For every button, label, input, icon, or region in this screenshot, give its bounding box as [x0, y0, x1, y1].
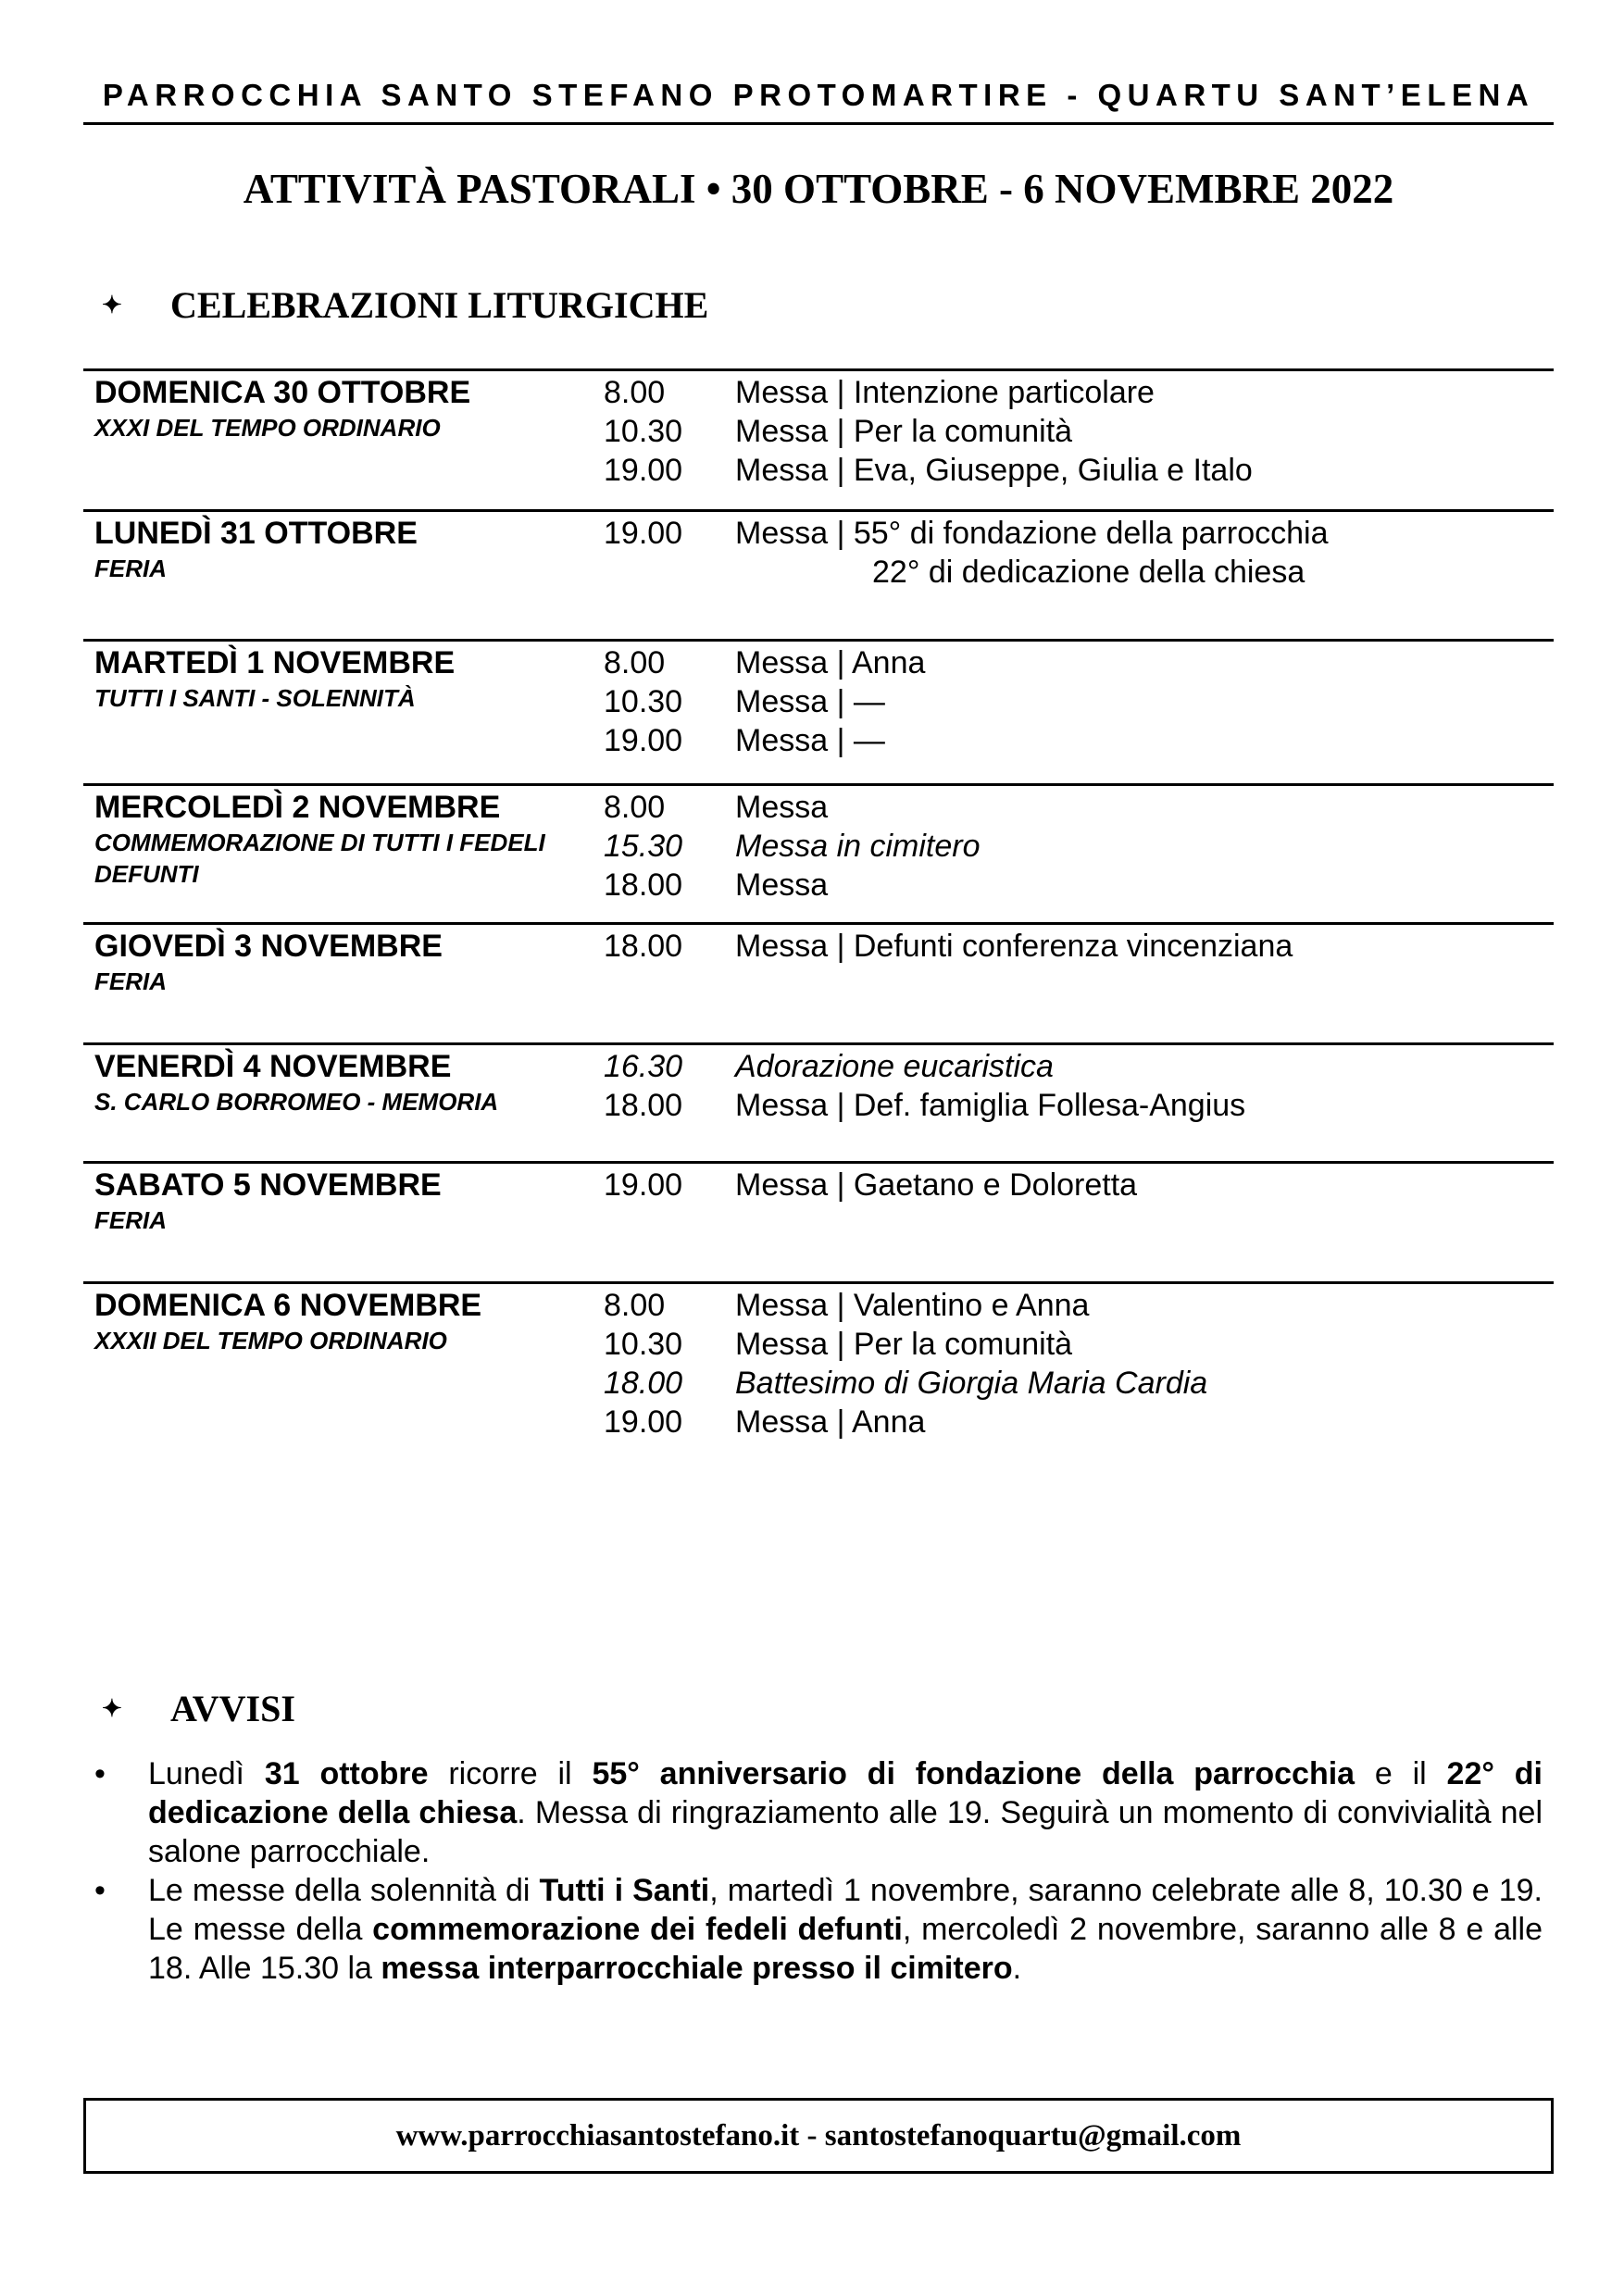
event-line — [604, 1288, 1089, 1324]
notice-emphasis: Tutti i Santi — [539, 1873, 710, 1908]
event-time: 19.00 — [604, 516, 683, 551]
event-text: Messa — [735, 790, 829, 825]
event-line — [604, 1327, 1072, 1363]
day-name: VENERDÌ 4 NOVEMBRE — [94, 1049, 452, 1084]
star-bullet-icon: ✦ — [102, 1694, 122, 1722]
event-text: Messa | Eva, Giuseppe, Giulia e Italo — [735, 453, 1253, 488]
day-name: MERCOLEDÌ 2 NOVEMBRE — [94, 790, 501, 825]
day-row — [83, 509, 1554, 590]
day-row — [83, 922, 1554, 995]
event-line — [604, 1088, 1245, 1124]
notice-item — [89, 1871, 1543, 1988]
event-text: Messa — [735, 867, 829, 903]
day-name: LUNEDÌ 31 OTTOBRE — [94, 516, 418, 551]
parish-header: PARROCCHIA SANTO STEFANO PROTOMARTIRE - QUARTU SANT’ELENA — [102, 78, 1535, 112]
event-time: 18.00 — [604, 867, 683, 903]
event-time: 10.30 — [604, 1327, 683, 1362]
notice-emphasis: 31 ottobre — [264, 1756, 429, 1791]
header-divider — [83, 122, 1554, 125]
day-liturgical-note: FERIA — [94, 1206, 167, 1234]
day-row — [83, 1161, 1554, 1234]
day-name: GIOVEDÌ 3 NOVEMBRE — [94, 929, 443, 964]
event-text: Messa | Def. famiglia Follesa-Angius — [735, 1088, 1246, 1123]
event-line — [604, 723, 885, 759]
day-name: DOMENICA 6 NOVEMBRE — [94, 1288, 482, 1323]
event-text: Messa | Gaetano e Doloretta — [735, 1167, 1138, 1203]
event-text: Messa | Per la comunità — [735, 1327, 1073, 1362]
event-line — [604, 790, 828, 826]
day-row — [83, 368, 1554, 488]
event-text: Messa in cimitero — [735, 829, 981, 864]
event-line — [604, 1049, 1054, 1085]
notice-text: Le messe della solennità di — [148, 1873, 540, 1908]
event-text: Messa | Intenzione particolare — [735, 375, 1155, 410]
day-row — [83, 639, 1554, 758]
footer-contacts — [83, 2098, 1554, 2174]
day-name: MARTEDÌ 1 NOVEMBRE — [94, 645, 456, 680]
event-line — [604, 1167, 1137, 1204]
event-time: 18.00 — [604, 1366, 683, 1401]
event-time: 15.30 — [604, 829, 683, 864]
event-time: 8.00 — [604, 375, 666, 410]
day-liturgical-note: FERIA — [94, 555, 167, 582]
notice-text: , mercoledì 2 novembre, saranno alle 8 e alle 18. Alle 15.30 la — [148, 1912, 1543, 1986]
bullet-icon: • — [94, 1756, 106, 1791]
notice-emphasis: 55° anniversario di fondazione della parrocchia — [592, 1756, 1355, 1791]
event-line — [604, 929, 1293, 965]
event-line — [604, 1366, 1207, 1402]
event-line — [604, 829, 981, 865]
event-time: 19.00 — [604, 453, 683, 488]
event-time: 10.30 — [604, 684, 683, 719]
event-line — [604, 453, 1253, 489]
event-text: Battesimo di Giorgia Maria Cardia — [735, 1366, 1208, 1401]
section-notices — [102, 1687, 295, 1730]
event-time: 8.00 — [604, 645, 666, 680]
day-name: DOMENICA 30 OTTOBRE — [94, 375, 471, 410]
event-time: 18.00 — [604, 1088, 683, 1123]
event-time: 16.30 — [604, 1049, 683, 1084]
notice-text: ricorre il — [428, 1756, 593, 1791]
star-bullet-icon: ✦ — [102, 291, 122, 318]
event-text: Adorazione eucaristica — [735, 1049, 1054, 1084]
notice-text: e il — [1355, 1756, 1447, 1791]
event-line — [604, 414, 1072, 450]
day-liturgical-note: S. CARLO BORROMEO - MEMORIA — [94, 1088, 499, 1116]
section-notices-title: AVVISI — [170, 1688, 295, 1729]
event-line — [604, 645, 925, 681]
day-liturgical-note: COMMEMORAZIONE DI TUTTI I FEDELI DEFUNTI — [94, 829, 545, 888]
event-time: 18.00 — [604, 929, 683, 964]
section-liturgy — [102, 283, 708, 327]
event-line — [604, 555, 1305, 591]
event-time: 19.00 — [604, 1167, 683, 1203]
event-text: Messa | Valentino e Anna — [735, 1288, 1090, 1323]
notice-text: . — [1012, 1951, 1022, 1986]
day-liturgical-note: XXXI DEL TEMPO ORDINARIO — [94, 414, 441, 442]
day-row — [83, 1281, 1554, 1440]
notice-text: Lunedì — [148, 1756, 265, 1791]
event-time: 8.00 — [604, 790, 666, 825]
event-text: Messa | 55° di fondazione della parrocchia — [735, 516, 1329, 551]
day-row — [83, 783, 1554, 903]
day-liturgical-note: XXXII DEL TEMPO ORDINARIO — [94, 1327, 447, 1354]
day-name: SABATO 5 NOVEMBRE — [94, 1167, 442, 1203]
day-row — [83, 1042, 1554, 1123]
event-text: Messa | Per la comunità — [735, 414, 1073, 449]
event-line — [604, 516, 1328, 552]
event-time: 19.00 — [604, 1404, 683, 1440]
event-text: 22° di dedicazione della chiesa — [872, 555, 1305, 590]
notices-list — [89, 1754, 1543, 1988]
page-title: ATTIVITÀ PASTORALI • 30 OTTOBRE - 6 NOVEMBRE 2022 — [243, 166, 1394, 212]
event-time: 8.00 — [604, 1288, 666, 1323]
notice-item — [89, 1754, 1543, 1871]
footer-text: www.parrocchiasantostefano.it - santostefanoquartu@gmail.com — [395, 2118, 1242, 2152]
day-liturgical-note: FERIA — [94, 967, 167, 995]
event-line — [604, 1404, 925, 1441]
event-text: Messa | Anna — [735, 645, 926, 680]
event-time: 19.00 — [604, 723, 683, 758]
notice-emphasis: messa interparrocchiale presso il cimitero — [381, 1951, 1013, 1986]
section-liturgy-title: CELEBRAZIONI LITURGICHE — [170, 284, 709, 326]
notice-emphasis: 22° di dedicazione della chiesa — [148, 1756, 1543, 1830]
event-line — [604, 684, 885, 720]
event-text: Messa | — — [735, 723, 885, 758]
event-text: Messa | Defunti conferenza vincenziana — [735, 929, 1293, 964]
event-line — [604, 375, 1155, 411]
day-liturgical-note: TUTTI I SANTI - SOLENNITÀ — [94, 684, 416, 712]
notice-emphasis: commemorazione dei fedeli defunti — [372, 1912, 903, 1947]
bullet-icon: • — [94, 1873, 106, 1908]
event-text: Messa | — — [735, 684, 885, 719]
event-line — [604, 867, 828, 904]
notice-text: , martedì 1 novembre, saranno celebrate alle 8, 10.30 e 19. Le messe della — [148, 1873, 1543, 1947]
event-text: Messa | Anna — [735, 1404, 926, 1440]
notice-text: . Messa di ringraziamento alle 19. Seguirà un momento di convivialità nel salone parrocchiale. — [148, 1795, 1543, 1869]
event-time: 10.30 — [604, 414, 683, 449]
